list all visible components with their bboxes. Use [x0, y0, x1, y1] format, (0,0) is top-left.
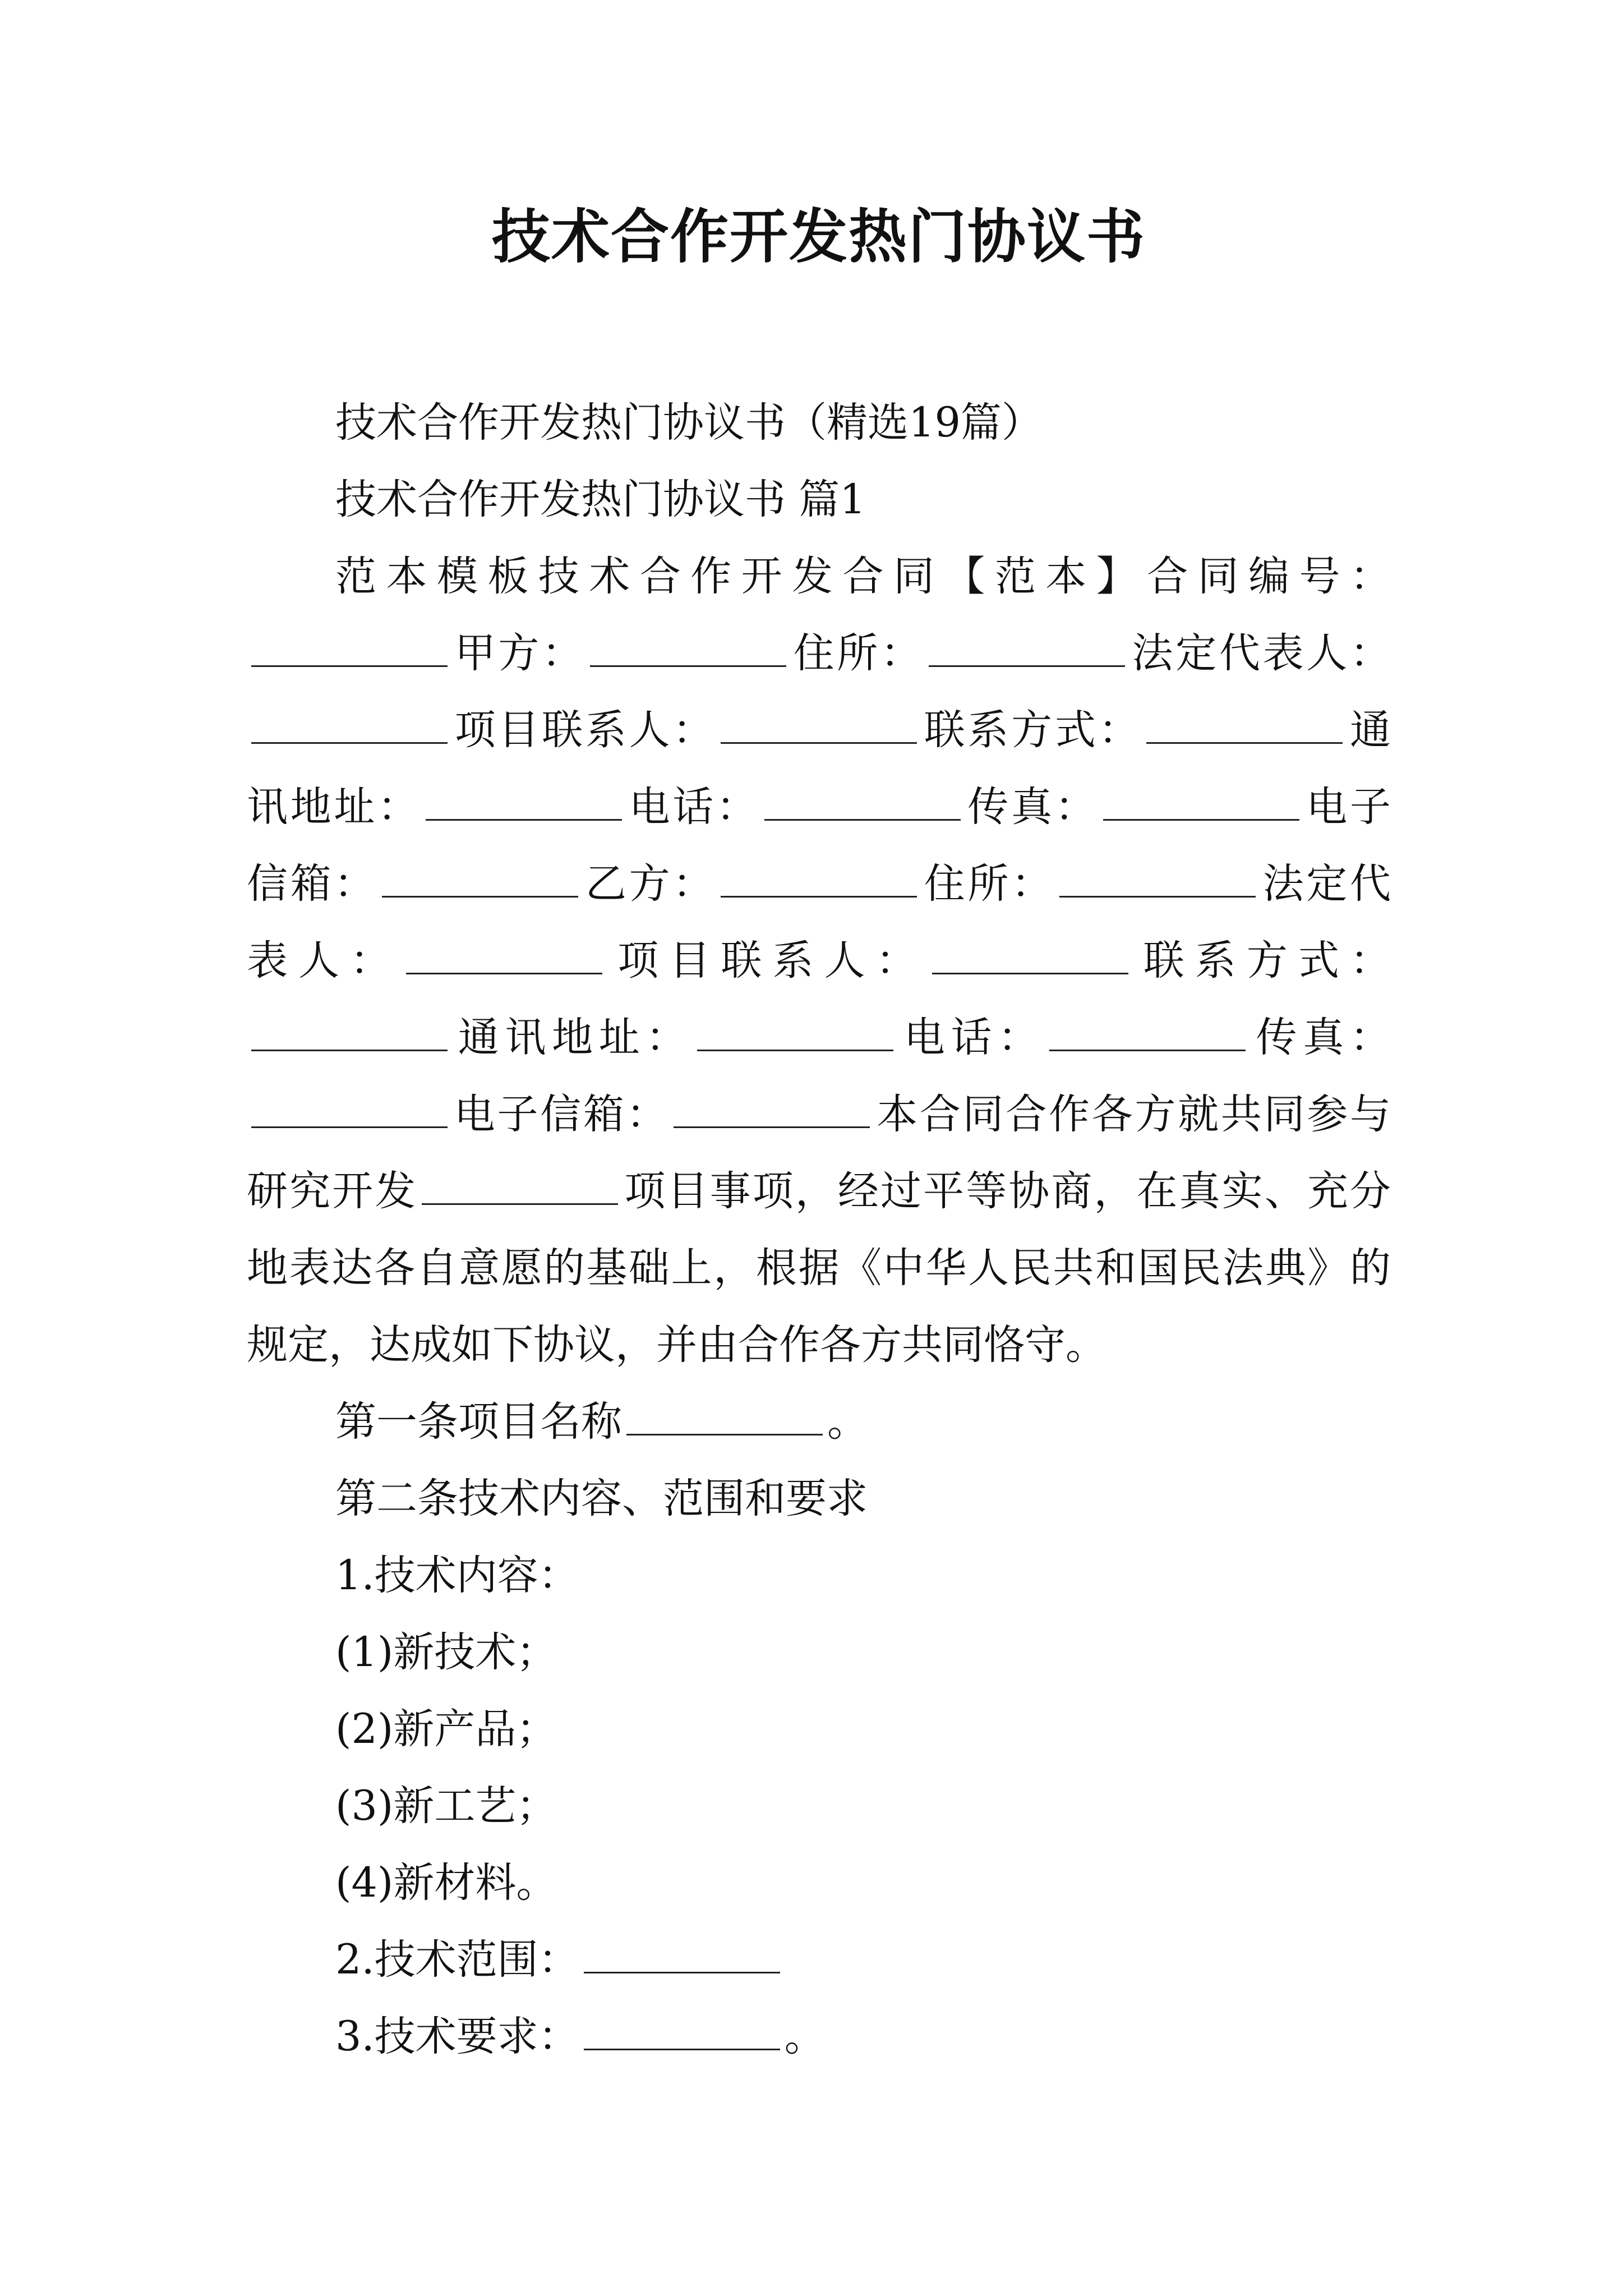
section-heading: 技术合作开发热门协议书 篇1 [335, 475, 866, 523]
document-title: 技术合作开发热门协议书 [491, 203, 1146, 271]
blank-line[interactable] [929, 628, 1125, 667]
blank-line[interactable] [406, 936, 602, 974]
blank-line[interactable] [590, 628, 786, 667]
item-3: 3.技术要求： 。 [335, 2012, 826, 2060]
blank-line[interactable] [764, 782, 961, 821]
blank-line[interactable] [426, 782, 622, 821]
blank-line[interactable] [251, 705, 448, 744]
article-2: 第二条技术内容、范围和要求 [335, 1474, 868, 1522]
blank-line[interactable] [1146, 705, 1343, 744]
item-1: 1.技术内容： [335, 1551, 579, 1599]
blank-line[interactable] [1059, 859, 1256, 898]
contract-intro: 范本模板技术合作开发合同【范本】合同编号：甲方： 住所： 法定代表人：项目联系人： 联系方式： 通讯地址： 电话： 传真： 电子信箱： 乙方： 住所： 法定代表人： 项目联系人： 联系方式：通讯地址： 电话： 传真：电子信箱： 本合同合作各方就共同参与研究开发 项目事项，经过平等协商，在真实、充分地表达各自意愿的基础上，根据《中华人民共和国民法典》的规定，达成如下协议，并由合作各方共同恪守。 [247, 552, 1391, 1369]
blank-line[interactable] [422, 1166, 618, 1205]
blank-line[interactable] [721, 705, 917, 744]
subtitle: 技术合作开发热门协议书（精选19篇） [335, 398, 1043, 447]
sub-item-2: (2)新产品； [335, 1705, 557, 1753]
blank-line[interactable] [584, 2012, 780, 2050]
blank-line[interactable] [721, 859, 917, 898]
blank-line[interactable] [1103, 782, 1299, 821]
sub-item-3: (3)新工艺； [335, 1782, 557, 1830]
sub-item-4: (4)新材料。 [335, 1858, 557, 1907]
blank-line[interactable] [251, 1089, 448, 1128]
blank-line[interactable] [251, 1013, 448, 1051]
document-page [247, 202, 1391, 2075]
blank-line[interactable] [674, 1089, 870, 1128]
blank-line[interactable] [1049, 1013, 1246, 1051]
blank-line[interactable] [584, 1935, 780, 1973]
blank-line[interactable] [932, 936, 1128, 974]
item-2: 2.技术范围： [247, 1921, 1391, 1998]
blank-line[interactable] [382, 859, 578, 898]
blank-line[interactable] [697, 1013, 893, 1051]
article-1: 第一条项目名称 。 [335, 1397, 868, 1446]
sub-item-1: (1)新技术； [335, 1628, 557, 1676]
blank-line[interactable] [626, 1397, 823, 1435]
blank-line[interactable] [251, 628, 448, 667]
